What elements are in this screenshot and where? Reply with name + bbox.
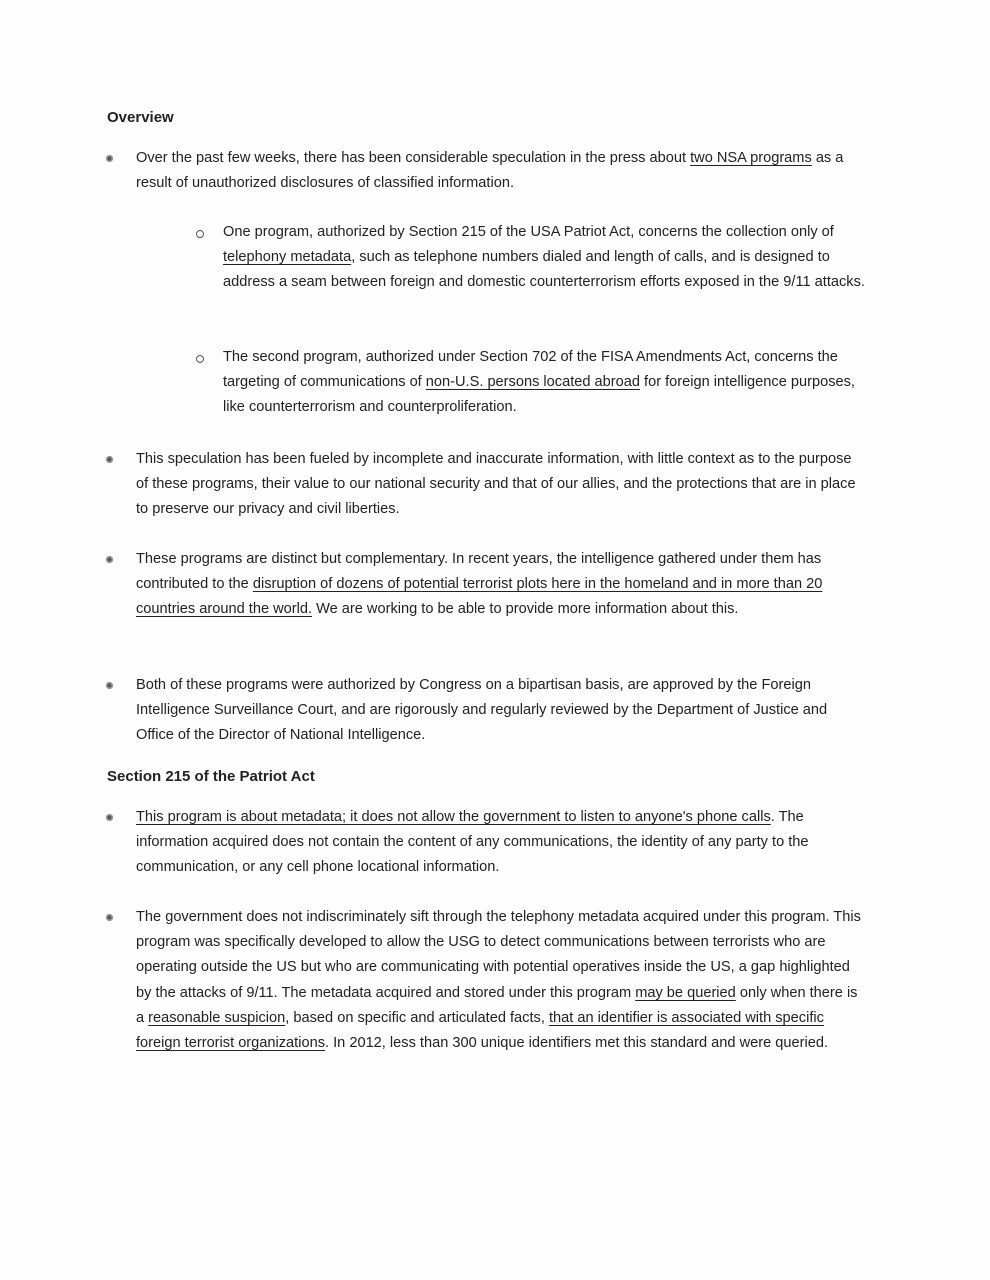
sub-bullet-section-215 [223, 220, 868, 296]
sub-bullet-text: The second program, authorized under Section 702 of the FISA Amendments Act, concerns the targeting of communications of [223, 349, 838, 391]
bullet-text: The government does not indiscriminately sift through the telephony metadata acquired under this program. This program was specifically developed to allow the USG to detect communications between terrorists who are operating outside the US but who are communicating with potential operatives inside the US, a gap highlighted by the attacks of 9/11. The metadata acquired and stored under this program [136, 909, 861, 1001]
bullet-icon [106, 814, 113, 821]
overview-bullet-complementary [136, 547, 866, 623]
underlined-text: two NSA programs [690, 150, 812, 166]
bullet-icon [106, 682, 113, 689]
bullet-text: as a result of unauthorized disclosures of classified information. [136, 150, 844, 192]
underlined-text: may be queried [635, 984, 736, 1001]
bullet-text: These programs are distinct but complementary. In recent years, the intelligence gathered under them has contributed to the [136, 551, 822, 593]
bullet-text: , based on specific and articulated facts, [285, 1009, 549, 1026]
underlined-text: reasonable suspicion [148, 1009, 286, 1026]
underlined-text: disruption of dozens of potential terrorist plots here in the homeland and in more than 20 countries around the world. [136, 576, 823, 618]
bullet-text: Both of these programs were authorized by Congress on a bipartisan basis, are approved by the Foreign Intelligence Surveillance Court, and are rigorously and regularly reviewed by the Department of Justice and Office of the Director of National Intelligence. [136, 677, 828, 744]
bullet-icon [106, 556, 113, 563]
hollow-bullet-icon [196, 230, 204, 238]
bullet-text: . The information acquired does not contain the content of any communications, the identity of any party to the communication, or any cell phone locational information. [136, 809, 809, 876]
underlined-text: telephony metadata [223, 249, 352, 266]
bullet-icon [106, 914, 113, 921]
section-215-bullet-metadata [136, 805, 866, 881]
bullet-text: only when there is a [136, 984, 858, 1026]
overview-heading: Overview [107, 109, 174, 126]
section-215-heading: Section 215 of the Patriot Act [107, 768, 315, 785]
sub-bullet-text: for foreign intelligence purposes, like counterterrorism and counterproliferation. [223, 374, 855, 416]
bullet-text: Over the past few weeks, there has been considerable speculation in the press about [136, 150, 691, 166]
sub-bullet-section-702 [223, 345, 868, 421]
bullet-icon [106, 155, 113, 162]
bullet-text: This speculation has been fueled by incomplete and inaccurate information, with little context as to the purpose of these programs, their value to our national security and that of our allies, and the protections that are in place to preserve our privacy and civil liberties. [136, 451, 856, 518]
overview-bullet-incomplete-information [136, 447, 866, 523]
bullet-text: We are working to be able to provide more information about this. [312, 601, 739, 618]
bullet-text: . In 2012, less than 300 unique identifiers met this standard and were queried. [325, 1035, 828, 1052]
underlined-text: non-U.S. persons located abroad [425, 374, 640, 391]
sub-bullet-text: , such as telephone numbers dialed and length of calls, and is designed to address a seam between foreign and domestic counterterrorism efforts exposed in the 9/11 attacks. [223, 249, 865, 291]
overview-bullet-authorized [136, 673, 866, 749]
overview-bullet-speculation [136, 146, 866, 196]
underlined-text: that an identifier is associated with specific foreign terrorist organizations [136, 1009, 824, 1052]
bullet-icon [106, 456, 113, 463]
sub-bullet-text: One program, authorized by Section 215 of the USA Patriot Act, concerns the collection only of [223, 224, 834, 240]
section-215-bullet-queries [136, 905, 866, 1056]
underlined-text: This program is about metadata; it does not allow the government to listen to anyone's phone calls [136, 809, 771, 825]
hollow-bullet-icon [196, 355, 204, 363]
